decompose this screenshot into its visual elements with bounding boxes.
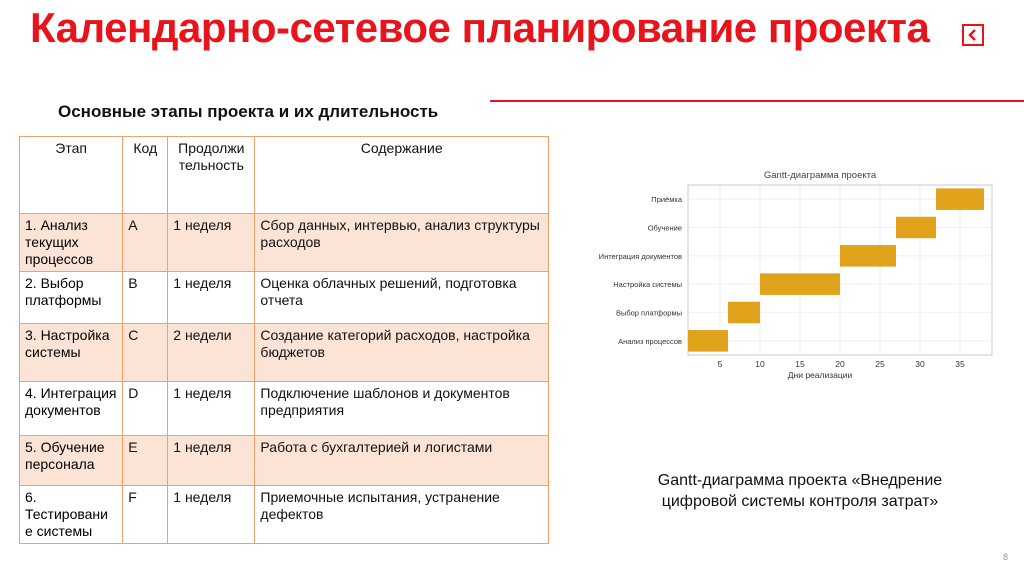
code-cell: B [123,272,168,324]
content-cell: Создание категорий расходов, настройка бюджетов [255,324,549,382]
y-tick-label: Настройка системы [613,280,682,290]
gantt-chart [590,165,1000,380]
y-tick-label: Обучение [647,223,682,233]
duration-cell: 1 неделя [168,486,255,544]
chart-title: Gantt-диаграмма проекта [763,170,877,181]
stage-cell: 3. Настройка системы [20,324,123,382]
y-tick-label: Приёмка [651,195,682,205]
x-tick-label: 15 [795,359,805,369]
x-tick-label: 5 [717,359,723,369]
y-tick-label: Выбор платформы [615,308,682,318]
back-button[interactable] [962,24,984,46]
header-content: Содержание [255,137,549,214]
code-cell: E [123,436,168,486]
stage-cell: 4. Интеграция документов [20,382,123,436]
content-cell: Работа с бухгалтерией и логистами [255,436,549,486]
table-header-row [20,137,549,214]
slide-title: Календарно-сетевое планирование проекта [30,4,930,51]
gantt-bar [688,330,728,352]
y-tick-label: Интеграция документов [598,251,682,261]
x-tick-label: 30 [915,359,925,369]
back-arrow-icon [967,29,979,41]
gantt-bar [840,245,896,267]
x-axis-label: Дни реализации [787,370,853,380]
x-tick-label: 20 [835,359,845,369]
table-row [20,214,549,272]
content-cell: Оценка облачных решений, подготовка отчета [255,272,549,324]
header-duration: Продолжи тельность [168,137,255,214]
code-cell: A [123,214,168,272]
duration-cell: 1 неделя [168,272,255,324]
content-cell: Приемочные испытания, устранение дефектов [255,486,549,544]
header-divider [490,100,1024,102]
x-tick-label: 35 [955,359,965,369]
header-stage: Этап [20,137,123,214]
gantt-bar [936,188,984,210]
content-cell: Сбор данных, интервью, анализ структуры расходов [255,214,549,272]
gantt-bar [728,302,760,324]
x-tick-label: 10 [755,359,765,369]
content-cell: Подключение шаблонов и документов предприятия [255,382,549,436]
duration-cell: 1 неделя [168,436,255,486]
gantt-bar [760,273,840,295]
code-cell: C [123,324,168,382]
x-tick-label: 25 [875,359,885,369]
stage-cell: 1. Анализ текущих процессов [20,214,123,272]
slide-subtitle: Основные этапы проекта и их длительность [58,102,439,121]
table-row [20,382,549,436]
gantt-bar [896,217,936,239]
gantt-chart-svg [590,165,1000,380]
table-row [20,324,549,382]
stage-cell: 6. Тестировани е системы [20,486,123,544]
page-number: 8 [1003,552,1009,562]
header-code: Код [123,137,168,214]
duration-cell: 1 неделя [168,214,255,272]
y-tick-label: Анализ процессов [618,336,682,346]
stage-cell: 2. Выбор платформы [20,272,123,324]
table-row [20,436,549,486]
duration-cell: 1 неделя [168,382,255,436]
code-cell: F [123,486,168,544]
duration-cell: 2 недели [168,324,255,382]
stages-table [19,136,549,544]
stage-cell: 5. Обучение персонала [20,436,123,486]
table-row [20,272,549,324]
code-cell: D [123,382,168,436]
table-row [20,486,549,544]
chart-caption: Gantt-диаграмма проекта «Внедрение цифровой системы контроля затрат» [657,472,943,510]
